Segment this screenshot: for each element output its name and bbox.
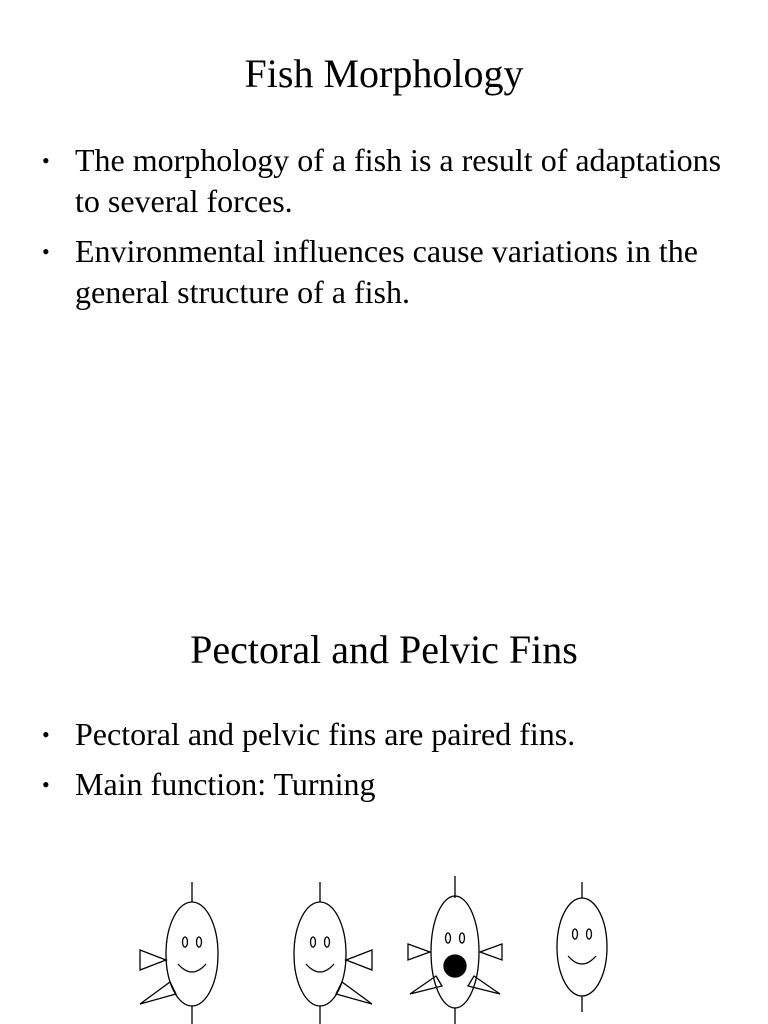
bullet-icon: • (42, 722, 50, 747)
fish-face-fins-right-icon (294, 882, 372, 1024)
bullet-text: Environmental influences cause variations in the general structure of a fish. (75, 233, 698, 310)
bullet-icon: • (42, 772, 50, 797)
fish-face-no-fins-icon (557, 882, 607, 1012)
fish-face-fins-both-open-mouth-icon (408, 876, 502, 1024)
bullet-list (42, 714, 722, 814)
slide-pectoral-pelvic-fins (0, 512, 768, 1024)
bullet-item (42, 764, 722, 805)
fish-fin-diagram (130, 872, 630, 1024)
bullet-icon: • (42, 239, 50, 264)
fish-face-fins-left-icon (140, 882, 218, 1024)
bullet-item (42, 140, 722, 222)
bullet-text: Pectoral and pelvic fins are paired fins. (75, 716, 576, 752)
bullet-item (42, 714, 722, 755)
bullet-text: The morphology of a fish is a result of adaptations to several forces. (75, 142, 722, 219)
bullet-text: Main function: Turning (75, 766, 376, 802)
bullet-icon: • (42, 148, 50, 173)
slide-title: Fish Morphology (244, 51, 524, 96)
bullet-item (42, 231, 722, 313)
bullet-list (42, 140, 722, 322)
slide-title: Pectoral and Pelvic Fins (190, 627, 578, 672)
